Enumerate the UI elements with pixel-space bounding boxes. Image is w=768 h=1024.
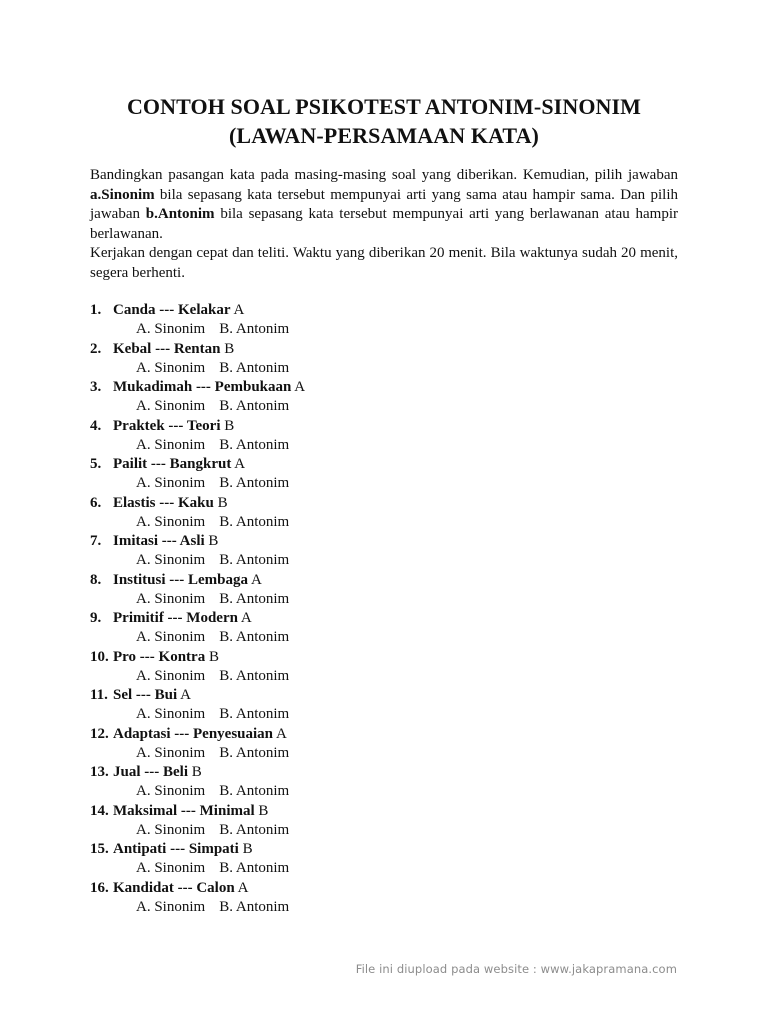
word-pair: Imitasi --- Asli [113, 533, 205, 549]
answer-key: B [258, 802, 269, 819]
question-number: 1. [90, 302, 102, 318]
question-number: 12. [90, 725, 109, 742]
question-number: 14. [90, 802, 109, 819]
question-item [90, 417, 690, 456]
instructions [90, 166, 678, 283]
question-item [90, 725, 690, 764]
question-line [90, 494, 690, 513]
question-item [90, 301, 690, 340]
word-pair: Mukadimah --- Pembukaan [113, 379, 292, 395]
option-sinonim: A. Sinonim [136, 706, 206, 723]
word-pair: Primitif --- Modern [113, 610, 238, 626]
question-number: 8. [90, 571, 102, 588]
question-list [90, 301, 690, 917]
answer-key: A [294, 379, 306, 395]
word-pair: Maksimal --- Minimal [113, 802, 255, 819]
answer-key: B [224, 340, 235, 357]
option-antonim: B. Antonim [219, 552, 290, 569]
option-antonim: B. Antonim [219, 860, 290, 877]
answer-key: A [237, 879, 249, 896]
question-item [90, 455, 690, 494]
question-item [90, 532, 690, 571]
option-antonim: B. Antonim [219, 436, 290, 453]
option-antonim: B. Antonim [219, 590, 290, 607]
question-line [90, 686, 690, 705]
option-antonim: B. Antonim [219, 783, 290, 800]
answer-options [90, 782, 690, 801]
question-number: 11. [90, 687, 108, 703]
question-number: 13. [90, 764, 109, 780]
option-antonim: B. Antonim [219, 744, 290, 761]
instructions-paragraph-1 [90, 166, 678, 244]
answer-options [90, 436, 690, 455]
word-pair: Elastis --- Kaku [113, 494, 214, 511]
title-line-1: CONTOH SOAL PSIKOTEST ANTONIM-SINONIM [126, 94, 642, 119]
option-antonim: B. Antonim [219, 706, 290, 723]
question-item [90, 879, 690, 918]
option-sinonim: A. Sinonim [136, 783, 206, 800]
question-number: 4. [90, 417, 102, 434]
answer-key: A [275, 725, 287, 742]
question-number: 6. [90, 494, 102, 511]
answer-options [90, 898, 690, 917]
question-item [90, 340, 690, 379]
answer-key: A [250, 571, 262, 588]
answer-options [90, 821, 690, 840]
answer-key: B [224, 417, 235, 434]
question-line [90, 648, 690, 667]
option-sinonim: A. Sinonim [136, 590, 206, 607]
word-pair: Praktek --- Teori [113, 417, 221, 434]
answer-options [90, 513, 690, 532]
answer-key: B [242, 841, 253, 857]
option-sinonim: A. Sinonim [136, 898, 206, 915]
question-line [90, 301, 690, 320]
question-item [90, 648, 690, 687]
option-sinonim: A. Sinonim [136, 475, 206, 492]
instructions-text: bila sepasang kata tersebut mempunyai arti yang sama atau hampir sama. Dan pilih jawaban [90, 186, 678, 222]
option-sinonim: A. Sinonim [136, 629, 206, 646]
option-sinonim: A. Sinonim [136, 552, 206, 569]
option-antonim: B. Antonim [219, 667, 290, 684]
question-line [90, 879, 690, 898]
word-pair: Antipati --- Simpati [113, 841, 239, 857]
answer-options [90, 744, 690, 763]
option-antonim: B. Antonim [219, 475, 290, 492]
question-line [90, 840, 690, 859]
question-line [90, 378, 690, 397]
answer-options [90, 705, 690, 724]
question-line [90, 571, 690, 590]
word-pair: Kebal --- Rentan [113, 340, 221, 357]
answer-options [90, 859, 690, 878]
word-pair: Pailit --- Bangkrut [113, 456, 232, 472]
instructions-paragraph-2: Kerjakan dengan cepat dan teliti. Waktu yang diberikan 20 menit. Bila waktunya sudah 20 menit, segera berhenti. [90, 245, 678, 281]
answer-key: A [234, 456, 246, 472]
answer-key: B [217, 494, 228, 511]
question-line [90, 609, 690, 628]
title-line-2: (LAWAN-PERSAMAAN KATA) [229, 123, 539, 148]
answer-options [90, 359, 690, 378]
answer-options [90, 474, 690, 493]
antonim-option-label: b.Antonim [145, 206, 215, 222]
word-pair: Institusi --- Lembaga [113, 571, 249, 588]
question-item [90, 763, 690, 802]
word-pair: Adaptasi --- Penyesuaian [113, 725, 274, 742]
answer-key: A [233, 302, 245, 318]
question-item [90, 378, 690, 417]
word-pair: Jual --- Beli [113, 764, 188, 780]
option-antonim: B. Antonim [219, 513, 290, 530]
option-antonim: B. Antonim [219, 321, 290, 338]
sinonim-option-label: a.Sinonim [90, 186, 155, 203]
option-sinonim: A. Sinonim [136, 860, 206, 877]
page-title [0, 92, 768, 150]
word-pair: Canda --- Kelakar [113, 302, 231, 318]
question-item [90, 494, 690, 533]
question-line [90, 725, 690, 744]
question-number: 15. [90, 841, 109, 857]
word-pair: Sel --- Bui [113, 687, 178, 703]
option-antonim: B. Antonim [219, 629, 290, 646]
question-line [90, 532, 690, 551]
question-number: 9. [90, 610, 102, 626]
word-pair: Kandidat --- Calon [113, 879, 235, 896]
question-number: 5. [90, 456, 102, 472]
option-sinonim: A. Sinonim [136, 321, 206, 338]
answer-options [90, 551, 690, 570]
answer-options [90, 590, 690, 609]
question-number: 2. [90, 340, 102, 357]
question-line [90, 455, 690, 474]
answer-key: A [180, 687, 191, 703]
question-number: 10. [90, 648, 109, 665]
answer-key: B [208, 648, 219, 665]
question-item [90, 686, 690, 725]
question-line [90, 763, 690, 782]
answer-options [90, 667, 690, 686]
option-antonim: B. Antonim [219, 359, 290, 376]
option-sinonim: A. Sinonim [136, 744, 206, 761]
question-item [90, 840, 690, 879]
question-number: 16. [90, 879, 109, 896]
option-sinonim: A. Sinonim [136, 513, 206, 530]
option-antonim: B. Antonim [219, 821, 290, 838]
question-item [90, 571, 690, 610]
instructions-text: Bandingkan pasangan kata pada masing-masing soal yang diberikan. Kemudian, pilih jawaban [90, 167, 678, 183]
option-sinonim: A. Sinonim [136, 821, 206, 838]
option-sinonim: A. Sinonim [136, 398, 206, 415]
question-number: 3. [90, 379, 102, 395]
question-line [90, 802, 690, 821]
option-antonim: B. Antonim [219, 898, 290, 915]
answer-options [90, 320, 690, 339]
instructions-text: bila sepasang kata tersebut mempunyai arti yang berlawanan atau hampir berlawanan. [90, 206, 678, 242]
answer-key: B [208, 533, 219, 549]
question-item [90, 802, 690, 841]
option-sinonim: A. Sinonim [136, 359, 206, 376]
question-number: 7. [90, 533, 102, 549]
question-line [90, 417, 690, 436]
answer-options [90, 628, 690, 647]
question-item [90, 609, 690, 648]
option-sinonim: A. Sinonim [136, 667, 206, 684]
option-sinonim: A. Sinonim [136, 436, 206, 453]
answer-options [90, 397, 690, 416]
option-antonim: B. Antonim [219, 398, 290, 415]
question-line [90, 340, 690, 359]
word-pair: Pro --- Kontra [113, 648, 206, 665]
answer-key: A [240, 610, 252, 626]
answer-key: B [191, 764, 202, 780]
footer-note: File ini diupload pada website : www.jakapramana.com [355, 962, 677, 976]
